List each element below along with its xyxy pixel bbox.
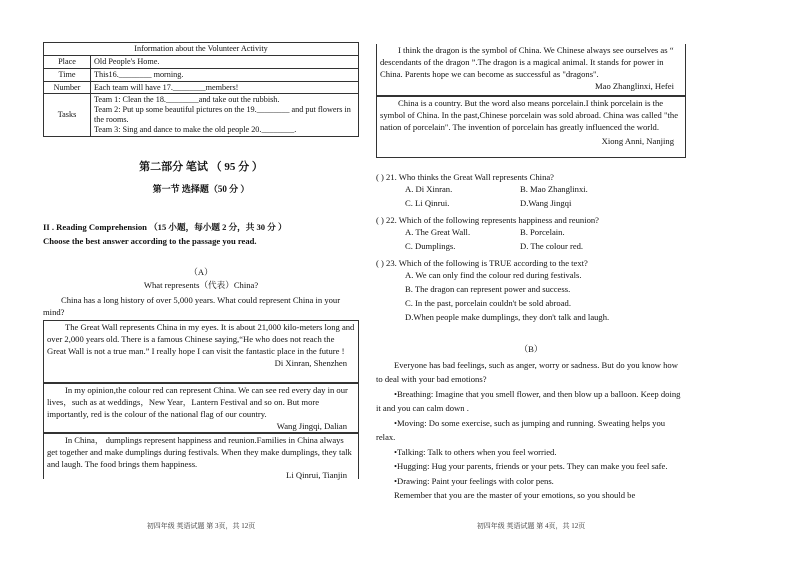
passage-box-porcelain [376, 96, 686, 158]
passage-b-paragraph: Everyone has bad feelings, such as anger, worry or sadness. But do you know how to deal with your bad emotions? [376, 360, 678, 385]
passage-box-text: In my opinion,the colour red can represent China. We can see red every day in our lives，such as at weddings，New Year，Lantern Festival and so on. But more importantly, red is the colour of the national flag of our country. [47, 385, 348, 419]
task-line: Team 1: Clean the 18.________and take out the rubbish. [94, 95, 280, 105]
passage-box-signature: Di Xinran, Shenzhen [274, 357, 347, 368]
option-d: D.When people make dumplings, they don't talk and laugh. [405, 311, 610, 322]
task-line: Team 2: Put up some beautiful pictures on the 19.________ and put flowers in the rooms. [94, 105, 351, 125]
passage-box-text: The Great Wall represents China in my eyes. It is about 21,000 kilo-meters long and over 2,000 years old. There is a famous Chinese saying,“He who does not reach the Great Wall is not a true man.” I really hope I can visit the fantastic place in the future ! [47, 322, 355, 356]
passage-a-intro: China has a long history of over 5,000 years. What could represent China in your mind? [43, 295, 341, 317]
question-23 [376, 258, 686, 326]
passage-b-paragraph: •Moving: Do some exercise, such as jumping and running. Sweating helps you relax. [376, 417, 666, 443]
passage-box-dumplings [43, 433, 359, 479]
table-value-number: Each team will have 17.________members! [91, 81, 359, 94]
table-title: Information about the Volunteer Activity [44, 43, 359, 56]
passage-box-signature: Xiong Anni, Nanjing [601, 135, 674, 146]
passage-box-signature: Li Qinrui, Tianjin [286, 469, 347, 480]
passage-box-text: China is a country. But the word also means porcelain.I think porcelain is the symbol of China. In the past,Chinese porcelain was sold abroad. China was called "the nation of porcelain". The invention of porcelain has greatly influenced the world. [380, 98, 679, 132]
passage-b-paragraph: •Drawing: Paint your feelings with color pens. [394, 475, 554, 486]
passage-a-title: What represents（代表）China? [143, 280, 259, 290]
part-title: 第二部分 笔试 （ 95 分 ） [139, 161, 263, 173]
option-b: B. Porcelain. [520, 226, 565, 237]
passage-box-dragon [376, 44, 686, 96]
reading-instruction: Choose the best answer according to the passage you read. [43, 236, 257, 246]
passage-b-body [376, 358, 686, 502]
answer-bracket[interactable]: ( ) [376, 215, 384, 225]
question-stem: 23. Which of the following is TRUE according to the text? [386, 258, 588, 268]
volunteer-info-table [43, 42, 359, 137]
option-a: A. The Great Wall. [405, 226, 471, 237]
passage-box-red [43, 383, 359, 433]
passage-box-signature: Mao Zhanglinxi, Hefei [595, 80, 674, 91]
passage-b-label: （B） [519, 344, 543, 354]
question-stem: 21. Who thinks the Great Wall represents China? [386, 172, 554, 182]
reading-heading: II . Reading Comprehension （15 小题，每小题 2 分，共 30 分 ） [43, 222, 287, 232]
table-label-tasks: Tasks [44, 94, 91, 136]
table-value-place: Old People's Home. [91, 55, 359, 68]
option-d: D. The colour red. [520, 240, 584, 251]
answer-bracket[interactable]: ( ) [376, 258, 384, 268]
passage-box-great-wall [43, 320, 359, 383]
option-b: B. Mao Zhanglinxi. [520, 183, 588, 194]
table-label-place: Place [44, 55, 91, 68]
footer-right: 初四年级 英语试题 第 4页，共 12页 [476, 522, 586, 530]
option-c: C. In the past, porcelain couldn't be sold abroad. [405, 297, 571, 308]
table-value-time: This16.________ morning. [91, 68, 359, 81]
answer-bracket[interactable]: ( ) [376, 172, 384, 182]
passage-b-paragraph: Remember that you are the master of your emotions, so you should be [394, 489, 636, 500]
option-d: D.Wang Jingqi [520, 197, 572, 208]
task-line: Team 3: Sing and dance to make the old people 20.________. [94, 124, 297, 134]
table-value-tasks [91, 94, 359, 136]
footer-left: 初四年级 英语试题 第 3页，共 12页 [146, 522, 256, 530]
passage-b-paragraph: •Breathing: Imagine that you smell flower, and then blow up a balloon. Keep doing it and you can calm down . [376, 388, 681, 414]
question-stem: 22. Which of the following represents happiness and reunion? [386, 215, 599, 225]
option-a: A. We can only find the colour red during festivals. [405, 269, 582, 280]
section-title: 第一节 选择题（50 分 ） [152, 184, 250, 194]
passage-box-signature: Wang Jingqi, Dalian [276, 420, 347, 431]
passage-b-paragraph: •Talking: Talk to others when you feel worried. [394, 446, 557, 457]
question-21 [376, 172, 686, 212]
table-label-number: Number [44, 81, 91, 94]
option-a: A. Di Xinran. [405, 183, 453, 194]
option-c: C. Dumplings. [405, 240, 456, 251]
passage-b-paragraph: •Hugging: Hug your parents, friends or your pets. They can make you feel safe. [394, 461, 668, 472]
passage-box-text: I think the dragon is the symbol of China. We Chinese always see ourselves as “ descendants of the dragon ”.The dragon is a magical animal. It stands for power in China. Parents hope we can become as successful as "dragons". [380, 45, 674, 79]
question-22 [376, 215, 686, 255]
passage-a-label: （A） [189, 267, 213, 277]
option-b: B. The dragon can represent power and success. [405, 283, 571, 294]
option-c: C. Li Qinrui. [405, 197, 450, 208]
passage-box-text: In China， dumplings represent happiness and reunion.Families in China always get together and make dumplings during festivals. When they make dumplings, they talk and laugh. The food brings them happiness. [47, 435, 352, 469]
table-label-time: Time [44, 68, 91, 81]
